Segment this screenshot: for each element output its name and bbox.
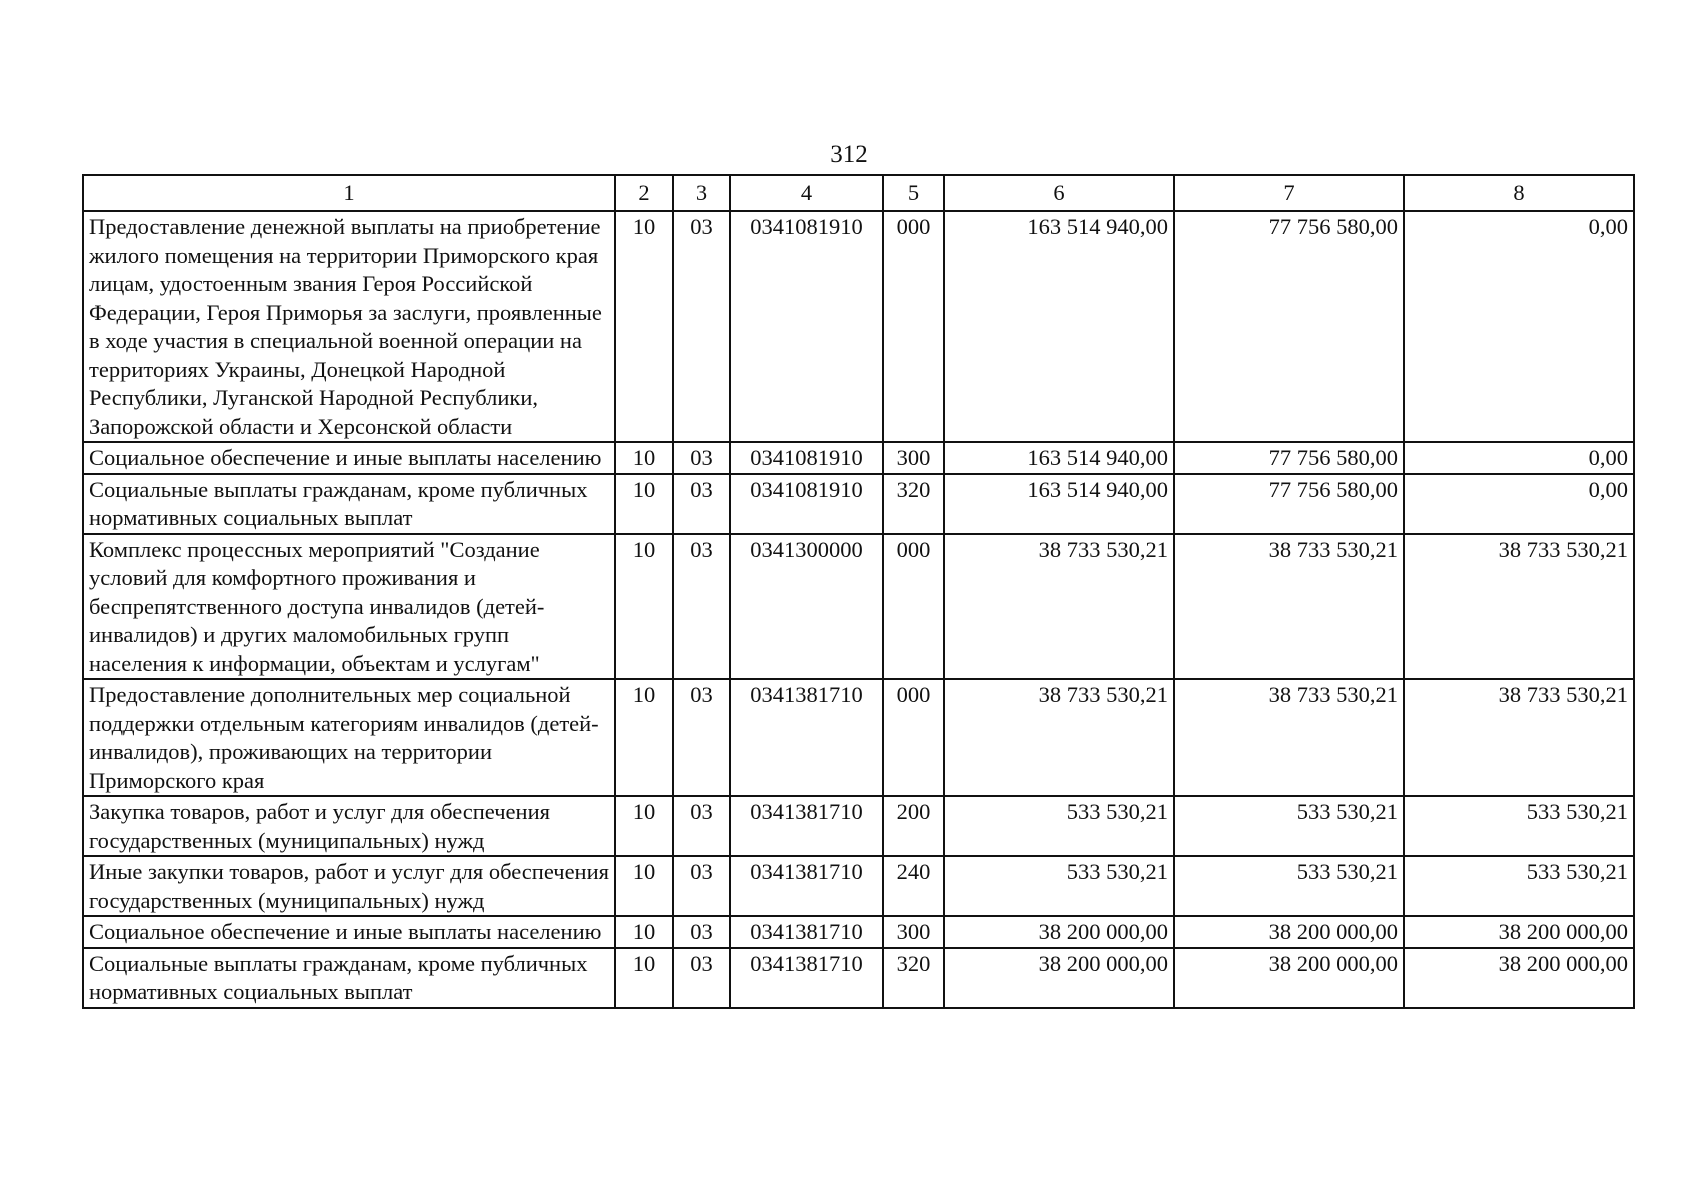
amount-col6: 38 733 530,21 [944,679,1174,796]
amount-col8: 533 530,21 [1404,796,1634,856]
target-article-code: 0341381710 [730,856,883,916]
header-cell: 7 [1174,175,1404,211]
section-code: 10 [615,679,673,796]
table-row [83,916,1634,948]
row-name: Иные закупки товаров, работ и услуг для обеспечения государственных (муниципальных) нужд [83,856,615,916]
header-cell: 2 [615,175,673,211]
row-name: Социальное обеспечение и иные выплаты населению [83,916,615,948]
subsection-code: 03 [673,534,730,680]
amount-col7: 38 733 530,21 [1174,679,1404,796]
target-article-code: 0341081910 [730,442,883,474]
amount-col7: 38 200 000,00 [1174,916,1404,948]
header-row [83,175,1634,211]
expense-type-code: 000 [883,679,944,796]
subsection-code: 03 [673,679,730,796]
header-cell: 6 [944,175,1174,211]
table-row [83,948,1634,1008]
amount-col8: 0,00 [1404,474,1634,534]
expense-type-code: 200 [883,796,944,856]
row-name: Социальные выплаты гражданам, кроме публичных нормативных социальных выплат [83,948,615,1008]
section-code: 10 [615,442,673,474]
row-name: Комплекс процессных мероприятий "Создание условий для комфортного проживания и беспрепятственного доступа инвалидов (детей-инвалидов) и других маломобильных групп населения к информации, объектам и услугам" [83,534,615,680]
amount-col8: 533 530,21 [1404,856,1634,916]
amount-col8: 38 200 000,00 [1404,916,1634,948]
amount-col8: 0,00 [1404,442,1634,474]
amount-col8: 38 733 530,21 [1404,534,1634,680]
header-cell: 4 [730,175,883,211]
amount-col7: 77 756 580,00 [1174,442,1404,474]
amount-col7: 533 530,21 [1174,796,1404,856]
amount-col7: 38 733 530,21 [1174,534,1404,680]
section-code: 10 [615,948,673,1008]
expense-type-code: 320 [883,948,944,1008]
subsection-code: 03 [673,856,730,916]
table-row [83,856,1634,916]
expense-type-code: 240 [883,856,944,916]
target-article-code: 0341381710 [730,948,883,1008]
expense-type-code: 300 [883,442,944,474]
row-name: Социальное обеспечение и иные выплаты населению [83,442,615,474]
page-number: 312 [830,141,868,168]
section-code: 10 [615,474,673,534]
expense-type-code: 300 [883,916,944,948]
subsection-code: 03 [673,916,730,948]
table-row [83,534,1634,680]
amount-col6: 533 530,21 [944,856,1174,916]
target-article-code: 0341381710 [730,679,883,796]
subsection-code: 03 [673,474,730,534]
table-row [83,442,1634,474]
amount-col7: 77 756 580,00 [1174,474,1404,534]
amount-col8: 38 733 530,21 [1404,679,1634,796]
subsection-code: 03 [673,948,730,1008]
section-code: 10 [615,916,673,948]
row-name: Предоставление денежной выплаты на приобретение жилого помещения на территории Приморского края лицам, удостоенным звания Героя Российской Федерации, Героя Приморья за заслуги, проявленные в ходе участия в специальной военной операции на территориях Украины, Донецкой Народной Республики, Луганской Народной Республики, Запорожской области и Херсонской области [83,211,615,442]
header-cell: 5 [883,175,944,211]
amount-col7: 533 530,21 [1174,856,1404,916]
table-row [83,211,1634,442]
subsection-code: 03 [673,211,730,442]
amount-col8: 0,00 [1404,211,1634,442]
expense-type-code: 000 [883,534,944,680]
section-code: 10 [615,534,673,680]
amount-col7: 38 200 000,00 [1174,948,1404,1008]
section-code: 10 [615,211,673,442]
header-cell: 3 [673,175,730,211]
target-article-code: 0341300000 [730,534,883,680]
table-row [83,474,1634,534]
table-row [83,796,1634,856]
amount-col6: 163 514 940,00 [944,474,1174,534]
expense-type-code: 000 [883,211,944,442]
section-code: 10 [615,856,673,916]
subsection-code: 03 [673,796,730,856]
amount-col6: 38 200 000,00 [944,948,1174,1008]
target-article-code: 0341081910 [730,211,883,442]
amount-col8: 38 200 000,00 [1404,948,1634,1008]
amount-col6: 163 514 940,00 [944,211,1174,442]
amount-col6: 533 530,21 [944,796,1174,856]
row-name: Закупка товаров, работ и услуг для обеспечения государственных (муниципальных) нужд [83,796,615,856]
amount-col6: 163 514 940,00 [944,442,1174,474]
target-article-code: 0341081910 [730,474,883,534]
amount-col7: 77 756 580,00 [1174,211,1404,442]
amount-col6: 38 733 530,21 [944,534,1174,680]
row-name: Социальные выплаты гражданам, кроме публичных нормативных социальных выплат [83,474,615,534]
header-cell: 8 [1404,175,1634,211]
target-article-code: 0341381710 [730,796,883,856]
table-row [83,679,1634,796]
target-article-code: 0341381710 [730,916,883,948]
header-cell: 1 [83,175,615,211]
row-name: Предоставление дополнительных мер социальной поддержки отдельным категориям инвалидов (детей-инвалидов), проживающих на территории Приморского края [83,679,615,796]
section-code: 10 [615,796,673,856]
subsection-code: 03 [673,442,730,474]
budget-table [82,174,1635,1009]
expense-type-code: 320 [883,474,944,534]
amount-col6: 38 200 000,00 [944,916,1174,948]
